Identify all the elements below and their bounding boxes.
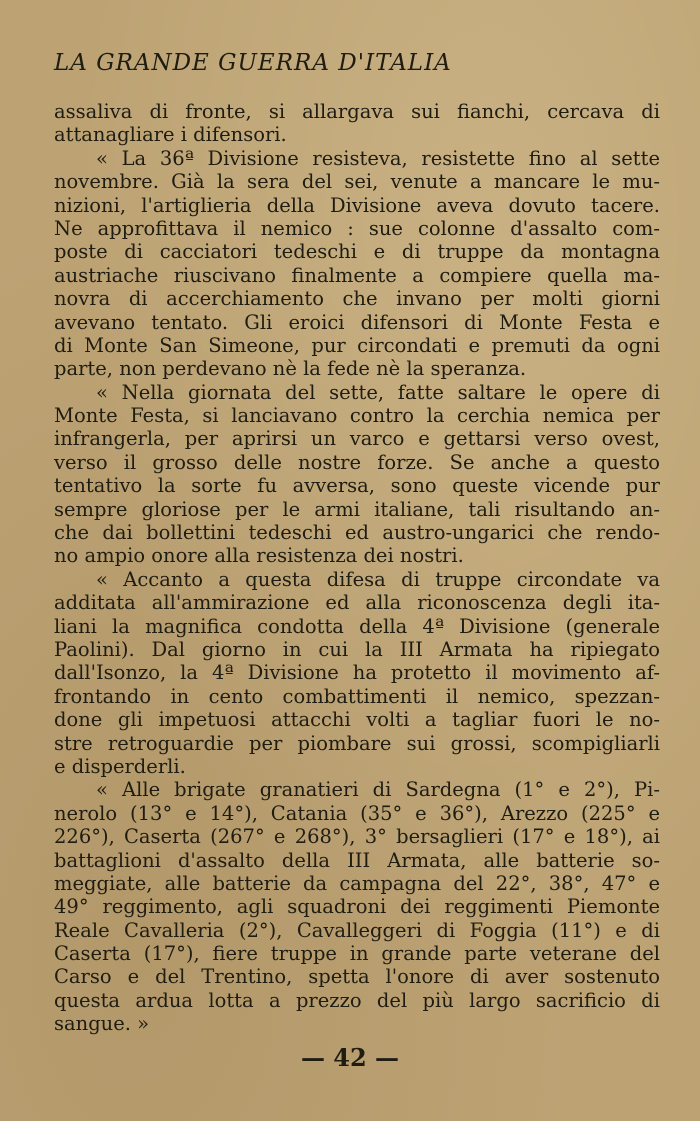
text-line: Monte Festa, si lanciavano contro la cerchia nemica per <box>54 404 660 428</box>
text-line: dall'Isonzo, la 4ª Divisione ha protetto il movimento af- <box>54 661 660 685</box>
running-head: LA GRANDE GUERRA D'ITALIA <box>54 50 452 76</box>
text-line: Caserta (17°), fiere truppe in grande parte veterane del <box>54 942 660 966</box>
text-line: avevano tentato. Gli eroici difensori di Monte Festa e <box>54 310 660 334</box>
text-line: additata all'ammirazione ed alla riconoscenza degli ita- <box>54 591 660 615</box>
text-line: che dai bollettini tedeschi ed austro-ungarici che rendo- <box>54 521 660 545</box>
text-line: frontando in cento combattimenti il nemico, spezzan- <box>54 684 660 708</box>
text-line: novembre. Già la sera del sei, venute a mancare le mu- <box>54 170 660 194</box>
text-line: done gli impetuosi attacchi volti a tagliar fuori le no- <box>54 708 660 732</box>
text-line: Carso e del Trentino, spetta l'onore di aver sostenuto <box>54 965 660 989</box>
text-line: meggiate, alle batterie da campagna del 22°, 38°, 47° e <box>54 871 660 895</box>
text-line: liani la magnifica condotta della 4ª Divisione (generale <box>54 614 660 638</box>
text-line: « La 36ª Divisione resisteva, resistette fino al sette <box>96 146 660 170</box>
text-line: « Nella giornata del sette, fatte saltare le opere di <box>96 380 660 404</box>
text-line: 49° reggimento, agli squadroni dei reggimenti Piemonte <box>54 895 660 919</box>
text-line: « Accanto a questa difesa di truppe circondate va <box>96 567 660 591</box>
text-line: assaliva di fronte, si allargava sui fianchi, cercava di <box>54 100 660 123</box>
text-line: battaglioni d'assalto della III Armata, alle batterie so- <box>54 848 660 872</box>
text-line: questa ardua lotta a prezzo del più largo sacrificio di <box>54 988 660 1012</box>
text-line: poste di cacciatori tedeschi e di truppe da montagna <box>54 240 660 264</box>
text-line: « Alle brigate granatieri di Sardegna (1° e 2°), Pi- <box>96 778 660 802</box>
text-line: sangue. » <box>54 1012 150 1036</box>
text-line: sempre gloriose per le armi italiane, tali risultando an- <box>54 497 660 521</box>
text-line: novra di accerchiamento che invano per molti giorni <box>54 287 660 311</box>
text-line: parte, non perdevano nè la fede nè la speranza. <box>54 357 527 381</box>
text-line: 226°), Caserta (267° e 268°), 3° bersaglieri (17° e 18°), ai <box>54 825 660 849</box>
text-line: attanagliare i difensori. <box>54 123 287 147</box>
text-line: Ne approfittava il nemico : sue colonne d'assalto com- <box>54 216 660 240</box>
text-line: di Monte San Simeone, pur circondati e premuti da ogni <box>54 333 660 357</box>
text-line: austriache riuscivano finalmente a compiere quella ma- <box>54 263 660 287</box>
text-line: tentativo la sorte fu avversa, sono queste vicende pur <box>54 474 660 498</box>
page-number: — 42 — <box>300 1043 400 1072</box>
text-line: stre retroguardie per piombare sui grossi, scompigliarli <box>54 731 660 755</box>
text-line: Paolini). Dal giorno in cui la III Armata ha ripiegato <box>54 637 660 661</box>
body-text <box>54 100 660 1036</box>
text-line: nizioni, l'artiglieria della Divisione aveva dovuto tacere. <box>54 193 660 217</box>
text-line: e disperderli. <box>54 754 186 778</box>
text-line: Reale Cavalleria (2°), Cavalleggeri di Foggia (11°) e di <box>54 918 660 942</box>
text-line: verso il grosso delle nostre forze. Se anche a questo <box>54 450 660 474</box>
text-line: infrangerla, per aprirsi un varco e gettarsi verso ovest, <box>54 427 660 451</box>
text-line: nerolo (13° e 14°), Catania (35° e 36°), Arezzo (225° e <box>54 801 660 825</box>
text-line: no ampio onore alla resistenza dei nostri. <box>54 544 464 568</box>
